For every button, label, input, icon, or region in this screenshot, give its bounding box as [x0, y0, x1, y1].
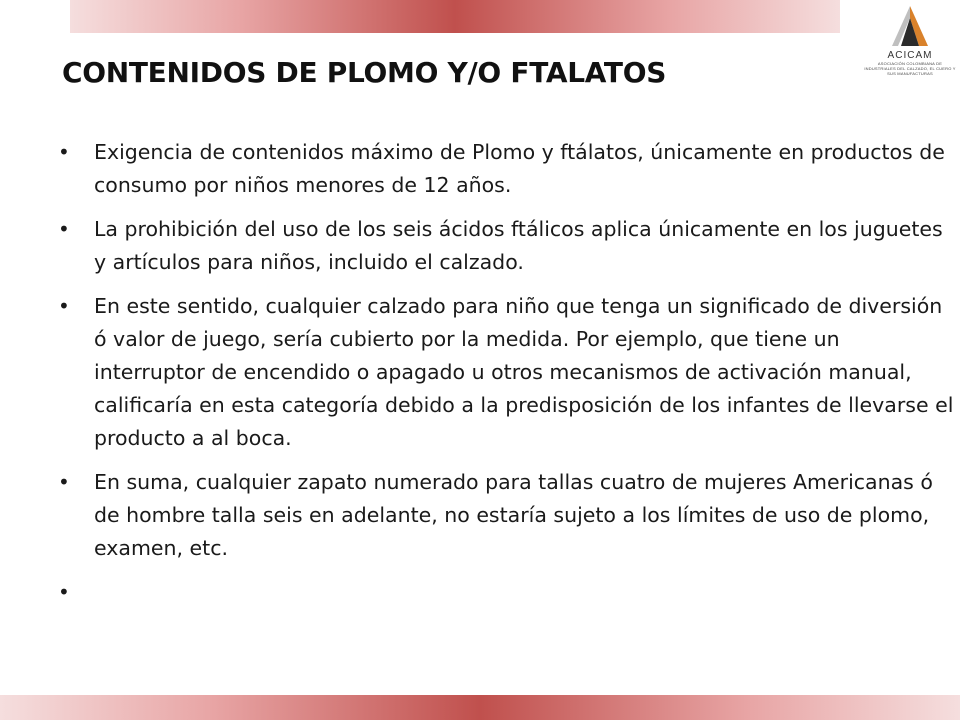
- bullet-item: [56, 290, 956, 455]
- bullet-dot: •: [58, 217, 70, 241]
- logo-name: ACICAM: [887, 50, 933, 61]
- bullet-dot: •: [58, 580, 70, 604]
- bullet-dot: •: [58, 294, 70, 318]
- acicam-logo: [864, 4, 956, 84]
- bullet-dot: •: [58, 140, 70, 164]
- bullet-text: En este sentido, cualquier calzado para niño que tenga un significado de diversión ó valor de juego, sería cubierto por la medida. Por ejemplo, que tiene un interruptor de encendido o apagado u otros mecanismos de activación manual, calificaría en esta categoría debido a la predisposición de los infantes de llevarse el producto a al boca.: [94, 294, 954, 450]
- bottom-decorative-band: [0, 695, 960, 720]
- bullet-item: [56, 213, 956, 279]
- slide-title: CONTENIDOS DE PLOMO Y/O FTALATOS: [62, 56, 667, 89]
- bullet-dot: •: [58, 470, 70, 494]
- bullet-text: Exigencia de contenidos máximo de Plomo y ftálatos, únicamente en productos de consumo por niños menores de 12 años.: [94, 140, 945, 197]
- logo-tagline: ASOCIACIÓN COLOMBIANA DE INDUSTRIALES DEL CALZADO, EL CUERO Y SUS MANUFACTURAS: [864, 61, 956, 76]
- bullet-text: La prohibición del uso de los seis ácidos ftálicos aplica únicamente en los juguetes y artículos para niños, incluido el calzado.: [94, 217, 943, 274]
- bullet-item: [56, 136, 956, 202]
- bullet-item-empty: [56, 576, 956, 609]
- top-decorative-band: [70, 0, 840, 33]
- bullet-list: [56, 136, 956, 620]
- acicam-logo-icon: [888, 4, 932, 48]
- bullet-item: [56, 466, 956, 565]
- bullet-text: En suma, cualquier zapato numerado para tallas cuatro de mujeres Americanas ó de hombre talla seis en adelante, no estaría sujeto a los límites de uso de plomo, examen, etc.: [94, 470, 933, 560]
